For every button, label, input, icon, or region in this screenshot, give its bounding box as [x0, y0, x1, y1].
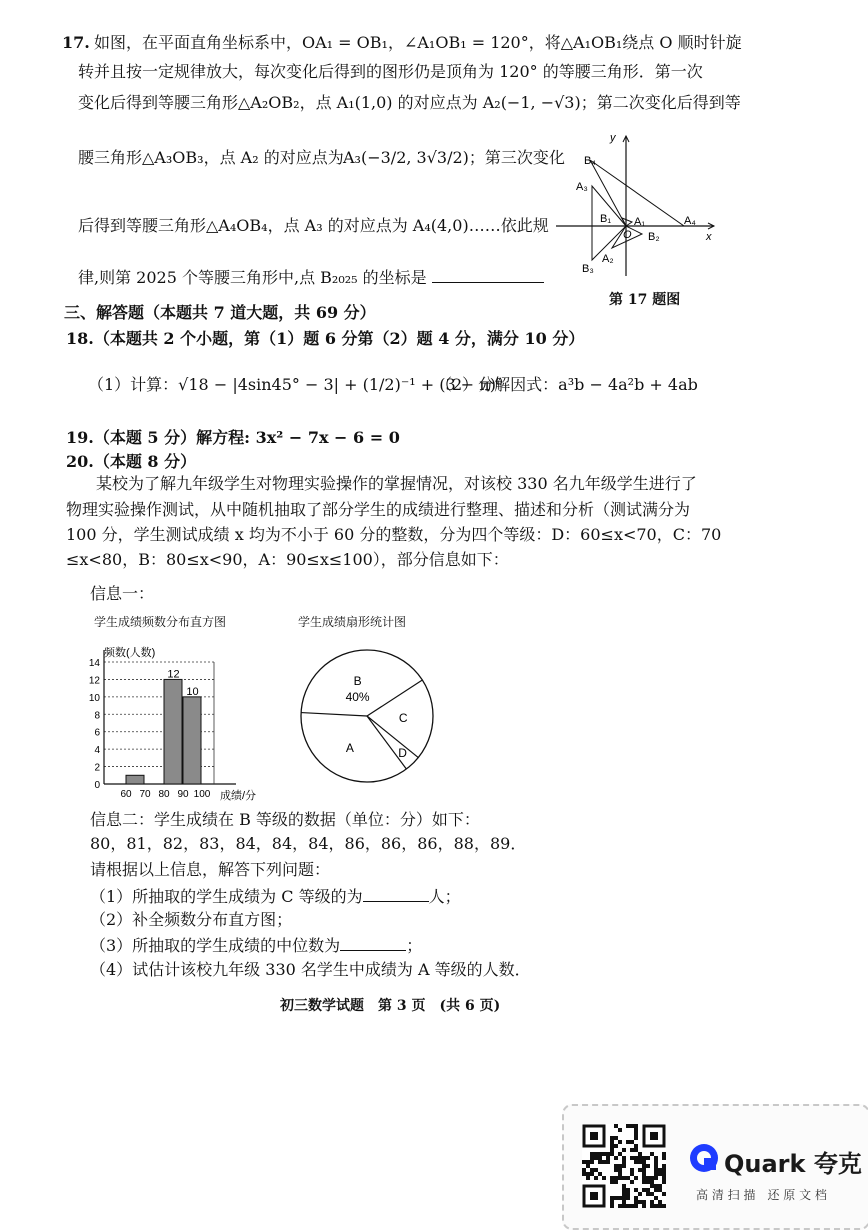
- quark-tagline: 高 清 扫 描 还 原 文 档: [696, 1188, 827, 1202]
- q17-line4b: A₃(−3/2, 3√3/2)；第三次变化: [343, 148, 565, 167]
- q20-b-data: 80，81，82，83，84，84，84，86，86，86，88，89．: [90, 834, 527, 853]
- histogram-bar: [126, 775, 144, 784]
- quark-logo-icon: [688, 1142, 720, 1174]
- label-a3: A₃: [576, 181, 588, 193]
- q20-sub3-blank[interactable]: [340, 934, 406, 951]
- label-b3: B₃: [582, 263, 594, 275]
- q20-sub1: [90, 885, 461, 907]
- label-b1: B₁: [600, 213, 612, 225]
- q20-line4: ≤x<80，B：80≤x<90，A：90≤x≤100），部分信息如下：: [66, 550, 509, 569]
- q17-line6-text: 律,则第 2025 个等腰三角形中,点 B₂₀₂₅ 的坐标是: [78, 268, 427, 287]
- q19: 19.（本题 5 分）解方程: 3x² − 7x − 6 = 0: [66, 428, 400, 447]
- q17-line5: 后得到等腰三角形△A₄OB₄，点 A₃ 的对应点为 A₄(4,0)……依此规: [78, 216, 549, 235]
- histogram-ylabel: 频数(人数): [104, 647, 156, 659]
- label-o: O: [623, 229, 632, 241]
- q20-line1: 某校为了解九年级学生对物理实验操作的掌握情况，对该校 330 名九年级学生进行了: [96, 474, 697, 493]
- q20-sub1-text: （1）所抽取的学生成绩为 C 等级的为: [90, 887, 363, 906]
- q20-sub2: （2）补全频数分布直方图；: [90, 910, 293, 929]
- label-x: x: [706, 231, 712, 243]
- quark-watermark: [562, 1104, 868, 1230]
- pie-slice-label: B: [353, 673, 362, 688]
- q17-line6: [78, 266, 544, 288]
- pie-percent-label: 40%: [345, 689, 370, 704]
- histogram-xtick: 70: [139, 789, 151, 800]
- histogram-xtick: 60: [120, 789, 132, 800]
- histogram-ytick: 14: [88, 658, 100, 669]
- q18-part1: （1）计算：√18 − |4sin45° − 3| + (1/2)⁻¹ + (3 − π)⁰: [88, 375, 503, 394]
- label-a1: A₁: [634, 216, 646, 228]
- label-b4: B₄: [584, 155, 596, 167]
- section-3-heading: 三、解答题（本题共 7 道大题，共 69 分）: [64, 303, 376, 322]
- q17-line1: 如图，在平面直角坐标系中，OA₁ = OB₁，∠A₁OB₁ = 120°，将△A₁OB₁绕点 O 顺时针旋: [94, 33, 742, 52]
- q17-figure-caption: 第 17 题图: [609, 292, 681, 308]
- pie-slice-label: D: [398, 746, 407, 761]
- pie-slice-label: C: [398, 710, 408, 725]
- histogram-data-label: 10: [186, 685, 199, 698]
- label-y: y: [610, 132, 616, 144]
- q18-part2: （2）分解因式：a³b − 4a²b + 4ab: [436, 375, 698, 394]
- histogram-chart: [86, 636, 276, 806]
- q20-sub3-text: （3）所抽取的学生成绩的中位数为: [90, 936, 341, 955]
- histogram-data-label: 12: [167, 668, 180, 681]
- page-footer: 初三数学试题 第 3 页 (共 6 页): [280, 998, 501, 1014]
- pie-chart: [292, 646, 442, 786]
- q20-sub1-blank[interactable]: [363, 885, 429, 902]
- pie-slice-label: A: [345, 740, 354, 755]
- label-a4: A₄: [684, 215, 696, 227]
- q17-answer-blank[interactable]: [432, 266, 544, 283]
- q20-sub3: [90, 934, 422, 956]
- q20-line2: 物理实验操作测试，从中随机抽取了部分学生的成绩进行整理、描述和分析（测试满分为: [66, 500, 691, 519]
- q20-info2: 信息二：学生成绩在 B 等级的数据（单位：分）如下：: [90, 810, 480, 829]
- q20-sub1-unit: 人；: [428, 887, 461, 906]
- label-b2: B₂: [648, 231, 660, 243]
- q20-sub4: （4）试估计该校九年级 330 名学生中成绩为 A 等级的人数．: [90, 960, 531, 979]
- qr-code-icon: [582, 1124, 666, 1208]
- label-a2: A₂: [602, 253, 614, 265]
- histogram-bar: [183, 697, 201, 784]
- histogram-xtick: 90: [177, 789, 189, 800]
- histogram-title: 学生成绩频数分布直方图: [94, 615, 227, 629]
- q17-line2: 转并且按一定规律放大，每次变化后得到的图形仍是顶角为 120° 的等腰三角形．第一次: [78, 62, 703, 81]
- q17-figure: [550, 130, 720, 280]
- histogram-bar: [164, 679, 182, 784]
- q20-sub3-end: ；: [406, 936, 423, 955]
- histogram-xlabel: 成绩/分: [220, 790, 257, 802]
- histogram-ytick: 12: [88, 675, 100, 687]
- q20-prompt: 请根据以上信息，解答下列问题：: [90, 860, 331, 879]
- histogram-xtick: 80: [158, 789, 170, 800]
- histogram-ytick: 0: [94, 780, 100, 791]
- q17-line4a: 腰三角形△A₃OB₃，点 A₂ 的对应点为: [78, 148, 344, 167]
- histogram-xtick: 100: [193, 789, 211, 800]
- q20-heading: 20.（本题 8 分）: [66, 452, 197, 471]
- q17-number: 17.: [62, 33, 90, 52]
- histogram-ytick: 10: [88, 692, 100, 704]
- quark-brand: Quark 夸克: [724, 1150, 862, 1178]
- q20-info1: 信息一：: [90, 584, 155, 603]
- histogram-ytick: 6: [94, 727, 100, 739]
- histogram-ytick: 4: [94, 745, 100, 757]
- q18-heading: 18.（本题共 2 个小题，第（1）题 6 分第（2）题 4 分，满分 10 分）: [66, 329, 585, 348]
- histogram-ytick: 2: [94, 762, 100, 774]
- q20-line3: 100 分，学生测试成绩 x 均为不小于 60 分的整数，分为四个等级：D：60≤x<70，C：70: [66, 525, 722, 544]
- q17-line3: 变化后得到等腰三角形△A₂OB₂，点 A₁(1,0) 的对应点为 A₂(−1, −√3)；第二次变化后得到等: [78, 93, 741, 112]
- pie-title: 学生成绩扇形统计图: [298, 615, 407, 629]
- histogram-ytick: 8: [94, 710, 100, 722]
